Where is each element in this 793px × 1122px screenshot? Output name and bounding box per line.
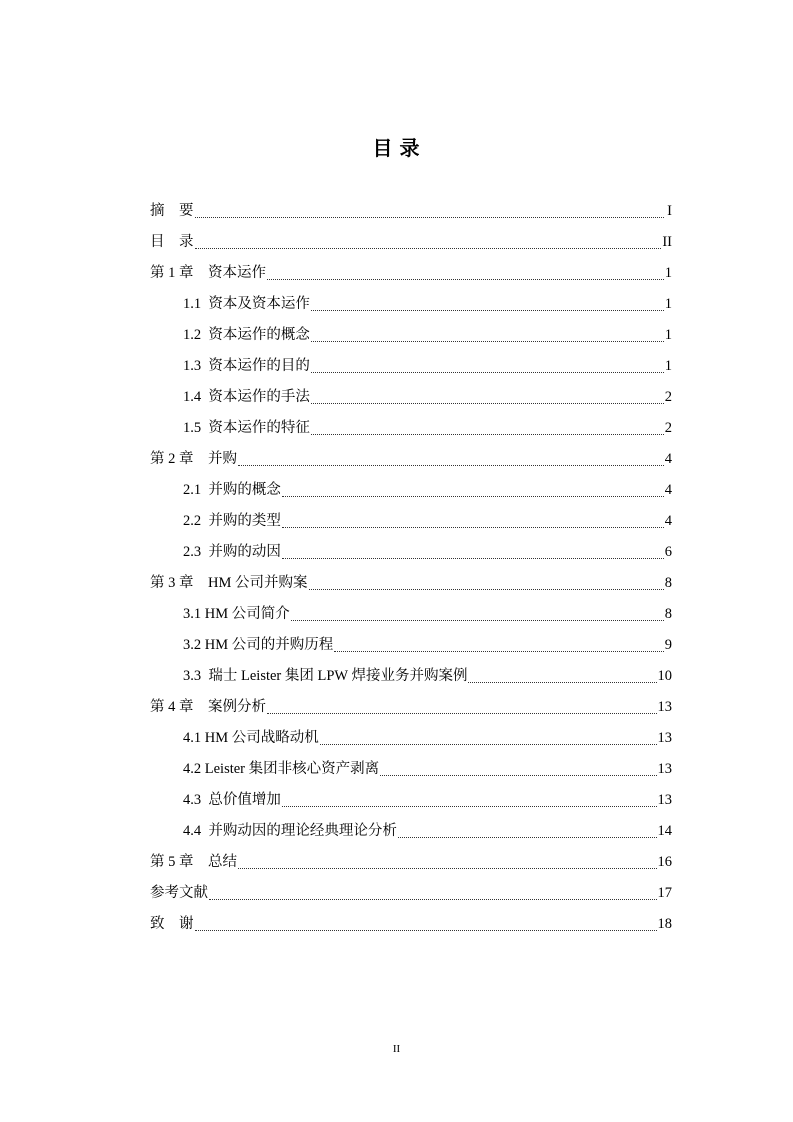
toc-entry-label: 1.4 资本运作的手法 (183, 388, 310, 405)
toc-entry-page: 9 (664, 636, 672, 653)
toc-dot-leader (398, 836, 657, 838)
toc-entry-label: 2.3 并购的动因 (183, 543, 281, 560)
toc-dot-leader (309, 588, 664, 590)
document-title: 目 录 (372, 138, 421, 160)
toc-entry[interactable] (150, 257, 672, 288)
toc-entry-page: 13 (657, 698, 672, 715)
toc-entry-label: 第 3 章 HM 公司并购案 (150, 574, 308, 591)
toc-entry-page: 2 (664, 388, 672, 405)
toc-entry-label: 1.3 资本运作的目的 (183, 357, 310, 374)
toc-entry-page: I (667, 202, 672, 219)
toc-entry-page: 17 (657, 884, 672, 901)
toc-entry-label: 4.4 并购动因的理论经典理论分析 (183, 822, 397, 839)
toc-entry-label: 3.2 HM 公司的并购历程 (183, 636, 334, 653)
toc-entry-page: 1 (664, 295, 672, 312)
toc-entry-label: 参考文献 (150, 884, 208, 901)
toc-entry-page: 10 (657, 667, 672, 684)
toc-dot-leader (320, 743, 657, 745)
toc-entry[interactable] (150, 691, 672, 722)
page-number: II (392, 1043, 401, 1055)
toc-dot-leader (334, 650, 664, 652)
toc-subentry[interactable] (150, 474, 672, 505)
toc-entry-page: 1 (664, 357, 672, 374)
table-of-contents (150, 195, 672, 939)
toc-entry[interactable] (150, 846, 672, 877)
toc-entry-page: 18 (657, 915, 672, 932)
toc-subentry[interactable] (150, 598, 672, 629)
toc-entry[interactable] (150, 226, 672, 257)
toc-entry-page: 1 (664, 264, 672, 281)
toc-entry-page: 1 (664, 326, 672, 343)
toc-entry-label: 1.2 资本运作的概念 (183, 326, 310, 343)
toc-entry-label: 4.2 Leister 集团非核心资产剥离 (183, 760, 380, 777)
toc-entry-label: 致 谢 (150, 915, 194, 932)
toc-dot-leader (267, 712, 657, 714)
toc-dot-leader (238, 867, 657, 869)
toc-subentry[interactable] (150, 505, 672, 536)
toc-subentry[interactable] (150, 815, 672, 846)
toc-entry-label: 3.3 瑞士 Leister 集团 LPW 焊接业务并购案例 (183, 667, 468, 684)
toc-entry[interactable] (150, 877, 672, 908)
toc-entry-label: 4.1 HM 公司战略动机 (183, 729, 319, 746)
toc-dot-leader (311, 402, 664, 404)
toc-dot-leader (209, 898, 657, 900)
toc-entry-label: 1.1 资本及资本运作 (183, 295, 310, 312)
toc-subentry[interactable] (150, 753, 672, 784)
toc-dot-leader (282, 805, 657, 807)
toc-entry[interactable] (150, 567, 672, 598)
toc-entry-page: 13 (657, 760, 672, 777)
toc-entry-label: 第 2 章 并购 (150, 450, 237, 467)
toc-dot-leader (291, 619, 664, 621)
toc-dot-leader (282, 557, 664, 559)
toc-entry-label: 2.1 并购的概念 (183, 481, 281, 498)
toc-entry-page: 4 (664, 512, 672, 529)
toc-subentry[interactable] (150, 660, 672, 691)
toc-entry-label: 第 5 章 总结 (150, 853, 237, 870)
toc-dot-leader (267, 278, 664, 280)
toc-entry[interactable] (150, 908, 672, 939)
toc-subentry[interactable] (150, 784, 672, 815)
toc-entry-page: 4 (664, 450, 672, 467)
toc-subentry[interactable] (150, 288, 672, 319)
toc-subentry[interactable] (150, 629, 672, 660)
toc-subentry[interactable] (150, 319, 672, 350)
toc-subentry[interactable] (150, 536, 672, 567)
toc-subentry[interactable] (150, 412, 672, 443)
toc-subentry[interactable] (150, 350, 672, 381)
toc-entry-label: 1.5 资本运作的特征 (183, 419, 310, 436)
toc-dot-leader (282, 495, 664, 497)
toc-entry-page: 16 (657, 853, 672, 870)
toc-entry-label: 第 1 章 资本运作 (150, 264, 266, 281)
toc-entry-page: 4 (664, 481, 672, 498)
toc-dot-leader (282, 526, 664, 528)
toc-entry-page: 13 (657, 791, 672, 808)
toc-entry[interactable] (150, 195, 672, 226)
toc-entry-page: 14 (657, 822, 672, 839)
toc-entry-label: 2.2 并购的类型 (183, 512, 281, 529)
toc-dot-leader (195, 216, 665, 218)
toc-subentry[interactable] (150, 722, 672, 753)
toc-dot-leader (311, 309, 664, 311)
toc-dot-leader (380, 774, 656, 776)
toc-entry-page: 8 (664, 574, 672, 591)
toc-entry-page: 13 (657, 729, 672, 746)
toc-entry-label: 摘 要 (150, 202, 194, 219)
toc-entry-label: 3.1 HM 公司简介 (183, 605, 290, 622)
toc-entry-label: 4.3 总价值增加 (183, 791, 281, 808)
toc-entry-page: 6 (664, 543, 672, 560)
toc-dot-leader (311, 433, 664, 435)
toc-dot-leader (311, 340, 664, 342)
toc-subentry[interactable] (150, 381, 672, 412)
toc-dot-leader (195, 929, 657, 931)
toc-dot-leader (195, 247, 662, 249)
toc-entry-page: II (662, 233, 672, 250)
toc-entry[interactable] (150, 443, 672, 474)
toc-entry-label: 第 4 章 案例分析 (150, 698, 266, 715)
toc-entry-page: 8 (664, 605, 672, 622)
toc-entry-page: 2 (664, 419, 672, 436)
toc-dot-leader (238, 464, 664, 466)
toc-dot-leader (311, 371, 664, 373)
toc-entry-label: 目 录 (150, 233, 194, 250)
toc-dot-leader (468, 681, 656, 683)
